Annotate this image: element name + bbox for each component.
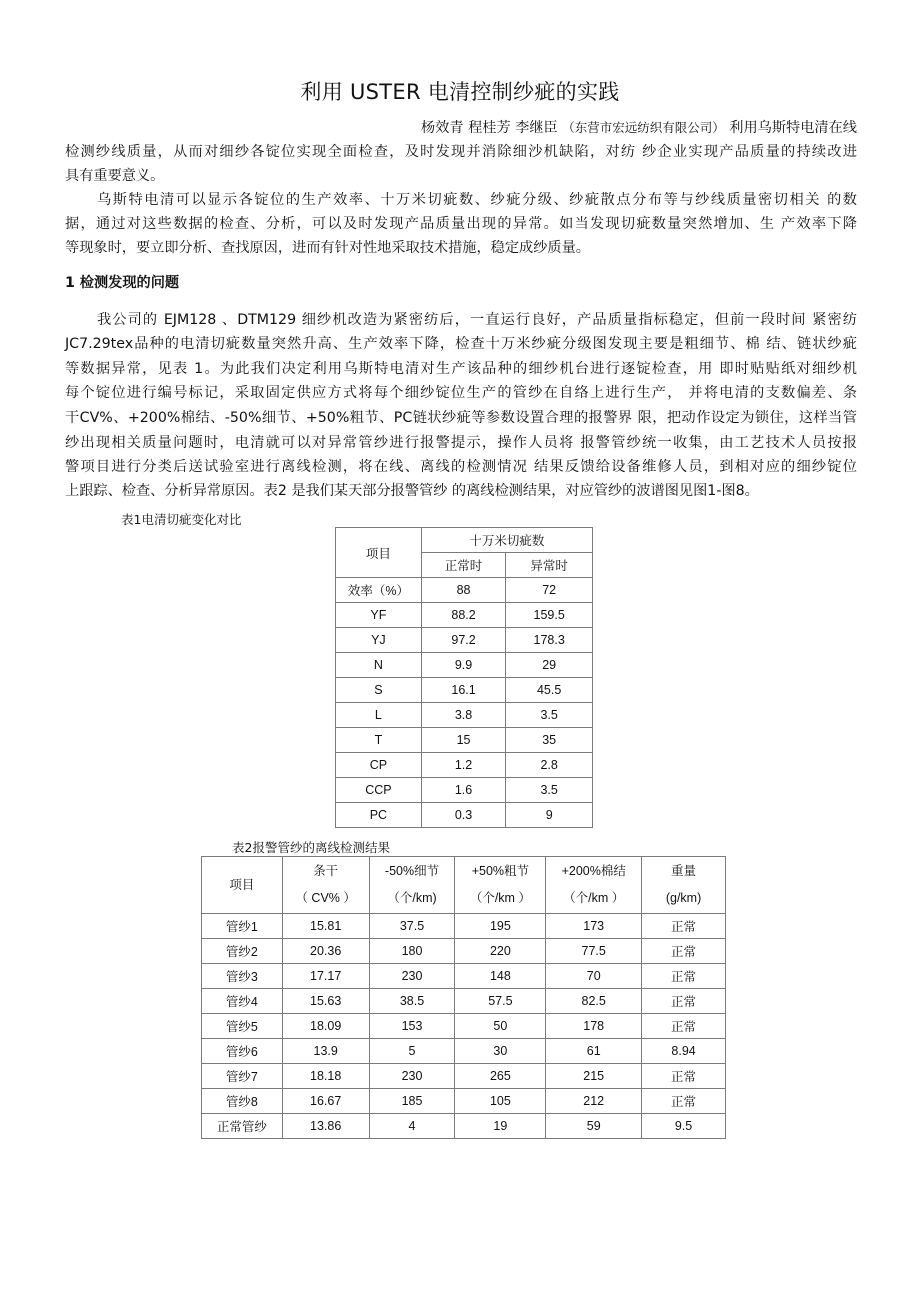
table2-header-unit: （个/km ） [563, 891, 625, 905]
table2-header-label: +50%粗节 [471, 864, 530, 878]
table2-cell: 18.09 [282, 1014, 369, 1039]
table2-cell: 30 [455, 1039, 546, 1064]
table1-row [336, 728, 593, 753]
paragraph-3-line: 干CV%、+200%棉结、-50%细节、+50%粗节、PC链状纱疵等参数设置合理的报警界 限，把动作设定为锁住，这样当管 [65, 410, 857, 426]
table2-cell: 正常 [642, 1064, 726, 1089]
table2-cell: 195 [455, 914, 546, 939]
table2-cell: 37.5 [369, 914, 455, 939]
table2-caption: 表2报警管纱的离线检测结果 [232, 840, 390, 855]
table2-row [202, 1114, 726, 1139]
table1-cell-normal: 1.6 [421, 778, 506, 803]
table2-cell: 70 [546, 964, 642, 989]
table2-cell: 153 [369, 1014, 455, 1039]
table1-cell-normal: 3.8 [421, 703, 506, 728]
table1-cell-normal: 9.9 [421, 653, 506, 678]
table2-cell: 59 [546, 1114, 642, 1139]
table1-cell-abnormal: 72 [506, 578, 593, 603]
table2-cell: 管纱7 [202, 1064, 283, 1089]
table1-row [336, 778, 593, 803]
table1-cell-normal: 16.1 [421, 678, 506, 703]
table2-cell: 13.9 [282, 1039, 369, 1064]
table2-cell: 管纱4 [202, 989, 283, 1014]
table1-row [336, 628, 593, 653]
table2-row [202, 1089, 726, 1114]
table2-cell: 管纱3 [202, 964, 283, 989]
table2-cell: 管纱8 [202, 1089, 283, 1114]
table2-cell: 正常管纱 [202, 1114, 283, 1139]
table1-row [336, 678, 593, 703]
table2-cell: 管纱5 [202, 1014, 283, 1039]
table2-cell: 230 [369, 1064, 455, 1089]
table2-header-cell [642, 857, 726, 914]
table1-cell-abnormal: 178.3 [506, 628, 593, 653]
table2-header-unit: (g/km) [665, 891, 702, 905]
table2-cell: 8.94 [642, 1039, 726, 1064]
byline [65, 116, 857, 140]
table2-cell: 105 [455, 1089, 546, 1114]
table2-cell: 215 [546, 1064, 642, 1089]
table2-cell: 16.67 [282, 1089, 369, 1114]
table1-header-normal: 正常时 [421, 553, 506, 578]
table2-cell: 管纱2 [202, 939, 283, 964]
table2-cell: 正常 [642, 914, 726, 939]
table1-cell-abnormal: 3.5 [506, 703, 593, 728]
table2-header-cell [369, 857, 455, 914]
table2-cell: 13.86 [282, 1114, 369, 1139]
paragraph-2-line: 据，通过对这些数据的检查、分析，可以及时发现产品质量出现的异常。如当发现切疵数量突然增加、生 产效率下降 [65, 216, 857, 232]
authors: 杨效青 程桂芳 李继臣 [421, 120, 558, 136]
table1-cell-abnormal: 159.5 [506, 603, 593, 628]
affiliation: （东营市宏远纺织有限公司） [562, 120, 725, 135]
table1-cell-normal: 88 [421, 578, 506, 603]
table1-cell-normal: 15 [421, 728, 506, 753]
table2-header-cell [455, 857, 546, 914]
table1-cell-normal: 1.2 [421, 753, 506, 778]
table1-cell-item: S [336, 678, 422, 703]
table1-cell-item: 效率（%） [336, 578, 422, 603]
table1-header-abnormal: 异常时 [506, 553, 593, 578]
table2-header-cell [282, 857, 369, 914]
table1-row [336, 578, 593, 603]
table2-cell: 管纱6 [202, 1039, 283, 1064]
table1-cell-item: T [336, 728, 422, 753]
table2-header-label: 重量 [671, 864, 697, 878]
table2-cell: 正常 [642, 939, 726, 964]
paragraph-1-line: 具有重要意义。 [65, 168, 165, 184]
table1-caption: 表1电清切疵变化对比 [121, 512, 242, 527]
table1-row [336, 753, 593, 778]
table2-cell: 61 [546, 1039, 642, 1064]
table2-row [202, 1014, 726, 1039]
table1-cell-normal: 0.3 [421, 803, 506, 828]
table2-cell: 38.5 [369, 989, 455, 1014]
table1-cell-item: YJ [336, 628, 422, 653]
table2-body [202, 914, 726, 1139]
table2-cell: 185 [369, 1089, 455, 1114]
paragraph-3-line: 上跟踪、检查、分析异常原因。表2 是我们某天部分报警管纱 的离线检测结果，对应管纱的波谱图见图1-图8。 [65, 483, 759, 499]
table1-cell-normal: 97.2 [421, 628, 506, 653]
table1-cell-item: YF [336, 603, 422, 628]
table2-row [202, 964, 726, 989]
table2-header-cell [546, 857, 642, 914]
table1-cell-item: PC [336, 803, 422, 828]
paragraph-3-line: 我公司的 EJM128 、DTM129 细纱机改造为紧密纺后，一直运行良好，产品质量指标稳定，但前一段时间 紧密纺 [97, 312, 857, 328]
table1-cell-abnormal: 3.5 [506, 778, 593, 803]
table2-cell: 178 [546, 1014, 642, 1039]
paragraph-3-line: 纱出现相关质量问题时，电清就可以对异常管纱进行报警提示，操作人员将 报警管纱统一收集，由工艺技术人员按报 [65, 435, 857, 451]
table1-cell-item: N [336, 653, 422, 678]
table1-row [336, 803, 593, 828]
table2-cell: 正常 [642, 964, 726, 989]
table2-cell: 50 [455, 1014, 546, 1039]
paragraph-3-line: 警项目进行分类后送试验室进行离线检测，将在线、离线的检测情况 结果反馈给设备维修人员，到相对应的细纱锭位 [65, 459, 857, 475]
table2-header-label: -50%细节 [384, 864, 440, 878]
paragraph-3-line: 每个锭位进行编号标记，采取固定供应方式将每个细纱锭位生产的管纱在自络上进行生产， 并将电清的支数偏差、条 [65, 385, 857, 401]
table1-cell-abnormal: 29 [506, 653, 593, 678]
table2-cell: 57.5 [455, 989, 546, 1014]
table2-header-row [202, 857, 726, 914]
table2-header-label: 条干 [313, 864, 339, 878]
table2-row [202, 989, 726, 1014]
table2-cell: 15.81 [282, 914, 369, 939]
paragraph-2-line: 乌斯特电清可以显示各锭位的生产效率、十万米切疵数、纱疵分级、纱疵散点分布等与纱线质量密切相关 的数 [97, 192, 857, 208]
paragraph-2-line: 等现象时，要立即分析、查找原因，进而有针对性地采取技术措施，稳定成纱质量。 [65, 240, 590, 256]
byline-lead-text: 利用乌斯特电清在线 [729, 120, 857, 136]
table2-cell: 17.17 [282, 964, 369, 989]
document-title: 利用 USTER 电清控制纱疵的实践 [300, 80, 620, 104]
table1-row [336, 653, 593, 678]
table1-cell-abnormal: 35 [506, 728, 593, 753]
table2-cell: 230 [369, 964, 455, 989]
table1-header-group: 十万米切疵数 [421, 528, 592, 553]
table1-cell-item: CCP [336, 778, 422, 803]
table2-cell: 正常 [642, 989, 726, 1014]
table2-cell: 212 [546, 1089, 642, 1114]
table1-header-item: 项目 [336, 528, 422, 578]
table2-cell: 173 [546, 914, 642, 939]
table2-header-unit: （个/km) [387, 891, 437, 905]
table2-cell: 19 [455, 1114, 546, 1139]
table1-cell-item: L [336, 703, 422, 728]
paragraph-1-line: 检测纱线质量，从而对细纱各锭位实现全面检查，及时发现并消除细沙机缺陷，对纺 纱企业实现产品质量的持续改进 [65, 144, 857, 160]
table1-cell-item: CP [336, 753, 422, 778]
table1-cell-abnormal: 2.8 [506, 753, 593, 778]
table2-cell: 82.5 [546, 989, 642, 1014]
table2-header-label: 项目 [229, 877, 255, 892]
table2-cell: 正常 [642, 1014, 726, 1039]
table2-cell: 180 [369, 939, 455, 964]
table1-cell-abnormal: 9 [506, 803, 593, 828]
table2-cell: 77.5 [546, 939, 642, 964]
table1-row [336, 703, 593, 728]
table2-row [202, 939, 726, 964]
table2-row [202, 1039, 726, 1064]
paragraph-3-line: JC7.29tex品种的电清切疵数量突然升高、生产效率下降，检查十万米纱疵分级图发现主要是粗细节、棉 结、链状纱疵 [65, 336, 857, 352]
table1-body [336, 578, 593, 828]
table1-cell-normal: 88.2 [421, 603, 506, 628]
table2-header-unit: （个/km ） [469, 891, 531, 905]
table2-cell: 20.36 [282, 939, 369, 964]
table2-cell: 148 [455, 964, 546, 989]
table2-cell: 9.5 [642, 1114, 726, 1139]
table2-cell: 正常 [642, 1089, 726, 1114]
table1-row [336, 603, 593, 628]
table2-header-unit: （ CV% ） [295, 891, 356, 905]
section-heading: 1 检测发现的问题 [65, 275, 180, 291]
table2-cell: 4 [369, 1114, 455, 1139]
table2-cell: 18.18 [282, 1064, 369, 1089]
paragraph-3-line: 等数据异常，见表 1。为此我们决定利用乌斯特电清对生产该品种的细纱机台进行逐锭检查，用 即时贴贴纸对细纱机 [65, 361, 857, 377]
table2-header-label: +200%棉结 [561, 864, 626, 878]
table2-cell: 15.63 [282, 989, 369, 1014]
table2-row [202, 914, 726, 939]
table1 [335, 527, 593, 828]
table2-cell: 220 [455, 939, 546, 964]
table2-cell: 管纱1 [202, 914, 283, 939]
table1-cell-abnormal: 45.5 [506, 678, 593, 703]
table2-header-cell [202, 857, 283, 914]
table2 [201, 856, 726, 1139]
table2-cell: 5 [369, 1039, 455, 1064]
table2-row [202, 1064, 726, 1089]
table2-cell: 265 [455, 1064, 546, 1089]
